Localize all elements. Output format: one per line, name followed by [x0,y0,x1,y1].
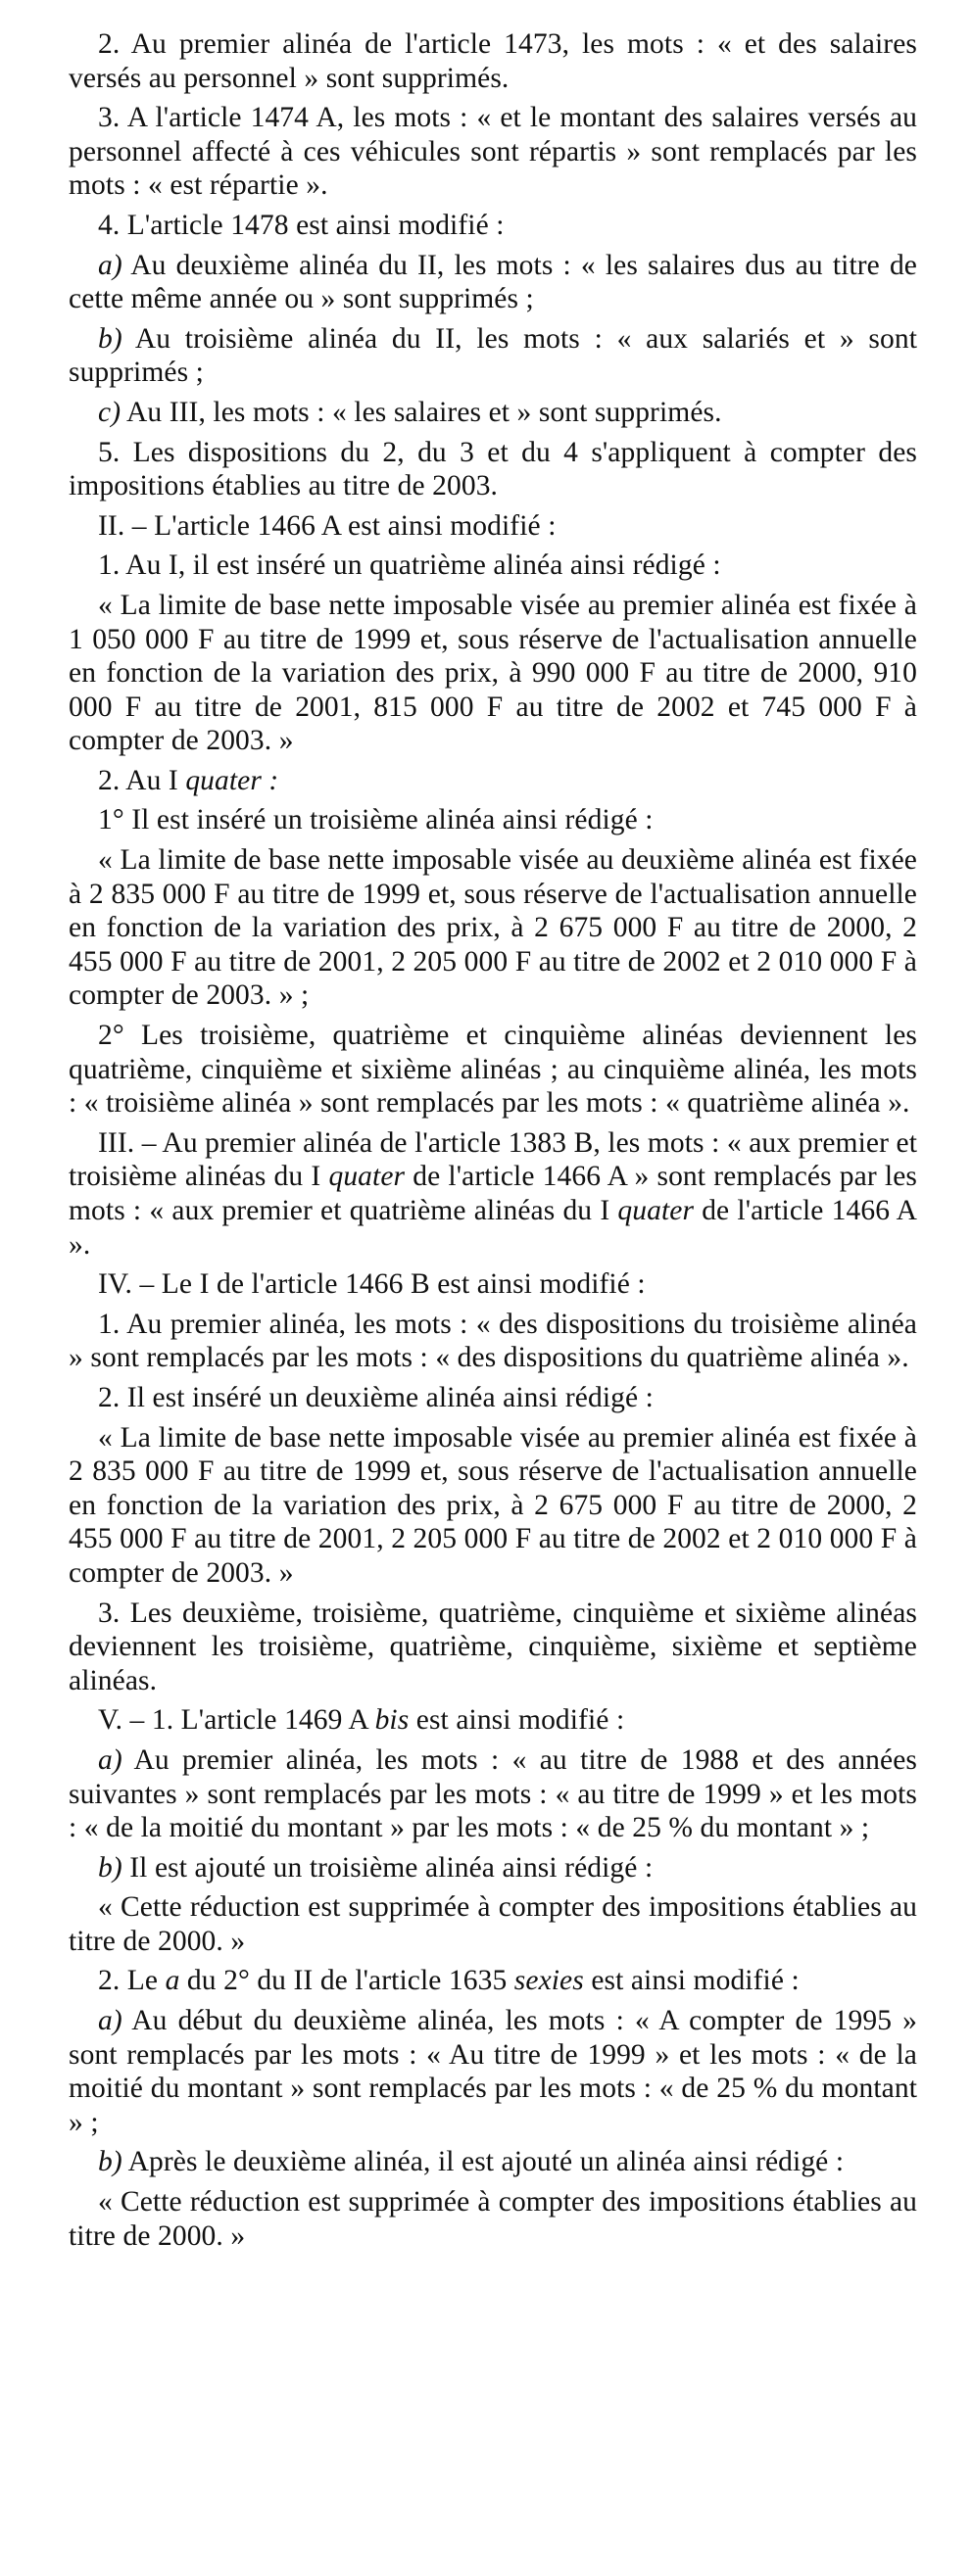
text-run: « Cette réduction est supprimée à compter des impositions établies au titre de 2000. » [69,2186,917,2252]
paragraph [69,589,917,758]
document-body [69,27,917,2259]
text-run: Au troisième alinéa du II, les mots : « aux salariés et » sont supprimés ; [69,322,917,389]
text-run: Après le deuxième alinéa, il est ajouté un alinéa ainsi rédigé : [122,2146,845,2178]
text-run: 2. Au I [98,764,186,796]
text-run: Au début du deuxième alinéa, les mots : « A compter de 1995 » sont remplacés par les mots : « Au titre de 1999 » et les mots : « de la moitié du montant » sont remplacés par les mots : « de 25 % du montant » ; [69,2005,917,2138]
text-run: Au deuxième alinéa du II, les mots : « les salaires dus au titre de cette même année ou » sont supprimés ; [69,249,917,315]
italic-text: sexies [513,1965,584,1997]
text-run: 1. Au premier alinéa, les mots : « des dispositions du troisième alinéa » sont remplacés par les mots : « des dispositions du quatrième alinéa ». [69,1308,917,1374]
text-run: « La limite de base nette imposable visée au premier alinéa est fixée à 2 835 000 F au titre de 1999 et, sous réserve de l'actualisation annuelle en fonction de la variation des prix, à 2 675 000 F au titre de 2000, 2 455 000 F au titre de 2001, 2 205 000 F au titre de 2002 et 2 010 000 F à compter de 2003. » [69,1421,917,1589]
italic-text: quater [328,1161,406,1193]
text-run: Au premier alinéa, les mots : « au titre de 1988 et des années suivantes » sont remplacés par les mots : « au titre de 1999 » et les mots : « de la moitié du montant » par les mots : « de 25 % du montant » ; [69,1743,917,1844]
italic-text: a) [98,2005,122,2037]
paragraph [69,249,917,316]
paragraph [69,2185,917,2253]
paragraph [69,1851,917,1885]
text-run: Il est ajouté un troisième alinéa ainsi rédigé : [122,1851,654,1884]
paragraph [69,843,917,1013]
paragraph [69,1597,917,1698]
italic-text: b) [98,2146,122,2178]
text-run: V. – 1. L'article 1469 A [98,1704,375,1737]
text-run: « Cette réduction est supprimée à compter des impositions établies au titre de 2000. » [69,1891,917,1957]
italic-text: a [165,1965,180,1997]
italic-text: bis [374,1704,410,1737]
paragraph [69,803,917,837]
paragraph [69,101,917,203]
paragraph [69,1267,917,1302]
paragraph [69,322,917,390]
text-run: III. – Au premier alinéa de l'article 1383 B, les mots : « aux premier et troisième alinéas du I [69,1126,917,1193]
text-run: II. – L'article 1466 A est ainsi modifié : [98,509,557,542]
italic-text: b) [98,322,122,355]
text-run: 1° Il est inséré un troisième alinéa ainsi rédigé : [98,804,654,836]
text-run: de l'article 1466 A ». [69,1195,917,1261]
paragraph [69,2004,917,2139]
paragraph [69,436,917,503]
text-run: 5. Les dispositions du 2, du 3 et du 4 s'appliquent à compter des impositions établies au titre de 2003. [69,436,917,502]
italic-text: a) [98,1743,122,1776]
paragraph [69,1890,917,1958]
paragraph [69,1308,917,1375]
text-run: 2. Au premier alinéa de l'article 1473, les mots : « et des salaires versés au personnel » sont supprimés. [69,28,917,94]
text-run: 2. Il est inséré un deuxième alinéa ainsi rédigé : [98,1381,654,1413]
text-run: est ainsi modifié : [583,1965,800,1997]
italic-text: b) [98,1851,122,1884]
italic-text: quater [617,1195,695,1226]
text-run: 3. Les deuxième, troisième, quatrième, cinquième et sixième alinéas deviennent les troisième, quatrième, cinquième, sixième et septième alinéas. [69,1597,917,1696]
paragraph [69,1703,917,1738]
paragraph [69,396,917,430]
paragraph [69,1019,917,1121]
text-run: IV. – Le I de l'article 1466 B est ainsi modifié : [98,1268,646,1301]
text-run: du 2° du II de l'article 1635 [179,1965,514,1997]
paragraph [69,549,917,583]
text-run: Au III, les mots : « les salaires et » sont supprimés. [121,396,722,428]
text-run: 2° Les troisième, quatrième et cinquième alinéas deviennent les quatrième, cinquième et sixième alinéas ; au cinquième alinéa, les mots : « troisième alinéa » sont remplacés par les mots : « quatrième alinéa ». [69,1020,917,1120]
text-run: est ainsi modifié : [409,1704,625,1737]
paragraph [69,1381,917,1415]
text-run: 3. A l'article 1474 A, les mots : « et le montant des salaires versés au personnel affecté à ces véhicules sont répartis » sont remplacés par les mots : « est répartie ». [69,102,917,202]
paragraph [69,1421,917,1591]
text-run: 1. Au I, il est inséré un quatrième alinéa ainsi rédigé : [98,549,721,582]
italic-text: c) [98,396,122,428]
text-run: de l'article 1466 A » sont remplacés par les mots : « aux premier et quatrième alinéas du I [69,1161,917,1226]
paragraph [69,209,917,243]
paragraph [69,509,917,544]
text-run: 4. L'article 1478 est ainsi modifié : [98,209,505,241]
paragraph [69,764,917,798]
paragraph [69,1126,917,1262]
italic-text: a) [98,249,122,281]
text-run: « La limite de base nette imposable visée au deuxième alinéa est fixée à 2 835 000 F au titre de 1999 et, sous réserve de l'actualisation annuelle en fonction de la variation des prix, à 2 675 000 F au titre de 2000, 2 455 000 F au titre de 2001, 2 205 000 F au titre de 2002 et 2 010 000 F à compter de 2003. » ; [69,844,917,1012]
paragraph [69,2145,917,2179]
text-run: « La limite de base nette imposable visée au premier alinéa est fixée à 1 050 000 F au titre de 1999 et, sous réserve de l'actualisation annuelle en fonction de la variation des prix, à 990 000 F au titre de 2000, 910 000 F au titre de 2001, 815 000 F au titre de 2002 et 745 000 F à compter de 2003. » [69,589,917,757]
text-run: 2. Le [98,1965,166,1997]
paragraph [69,27,917,95]
paragraph [69,1964,917,1998]
paragraph [69,1743,917,1845]
italic-text: quater : [185,764,279,796]
